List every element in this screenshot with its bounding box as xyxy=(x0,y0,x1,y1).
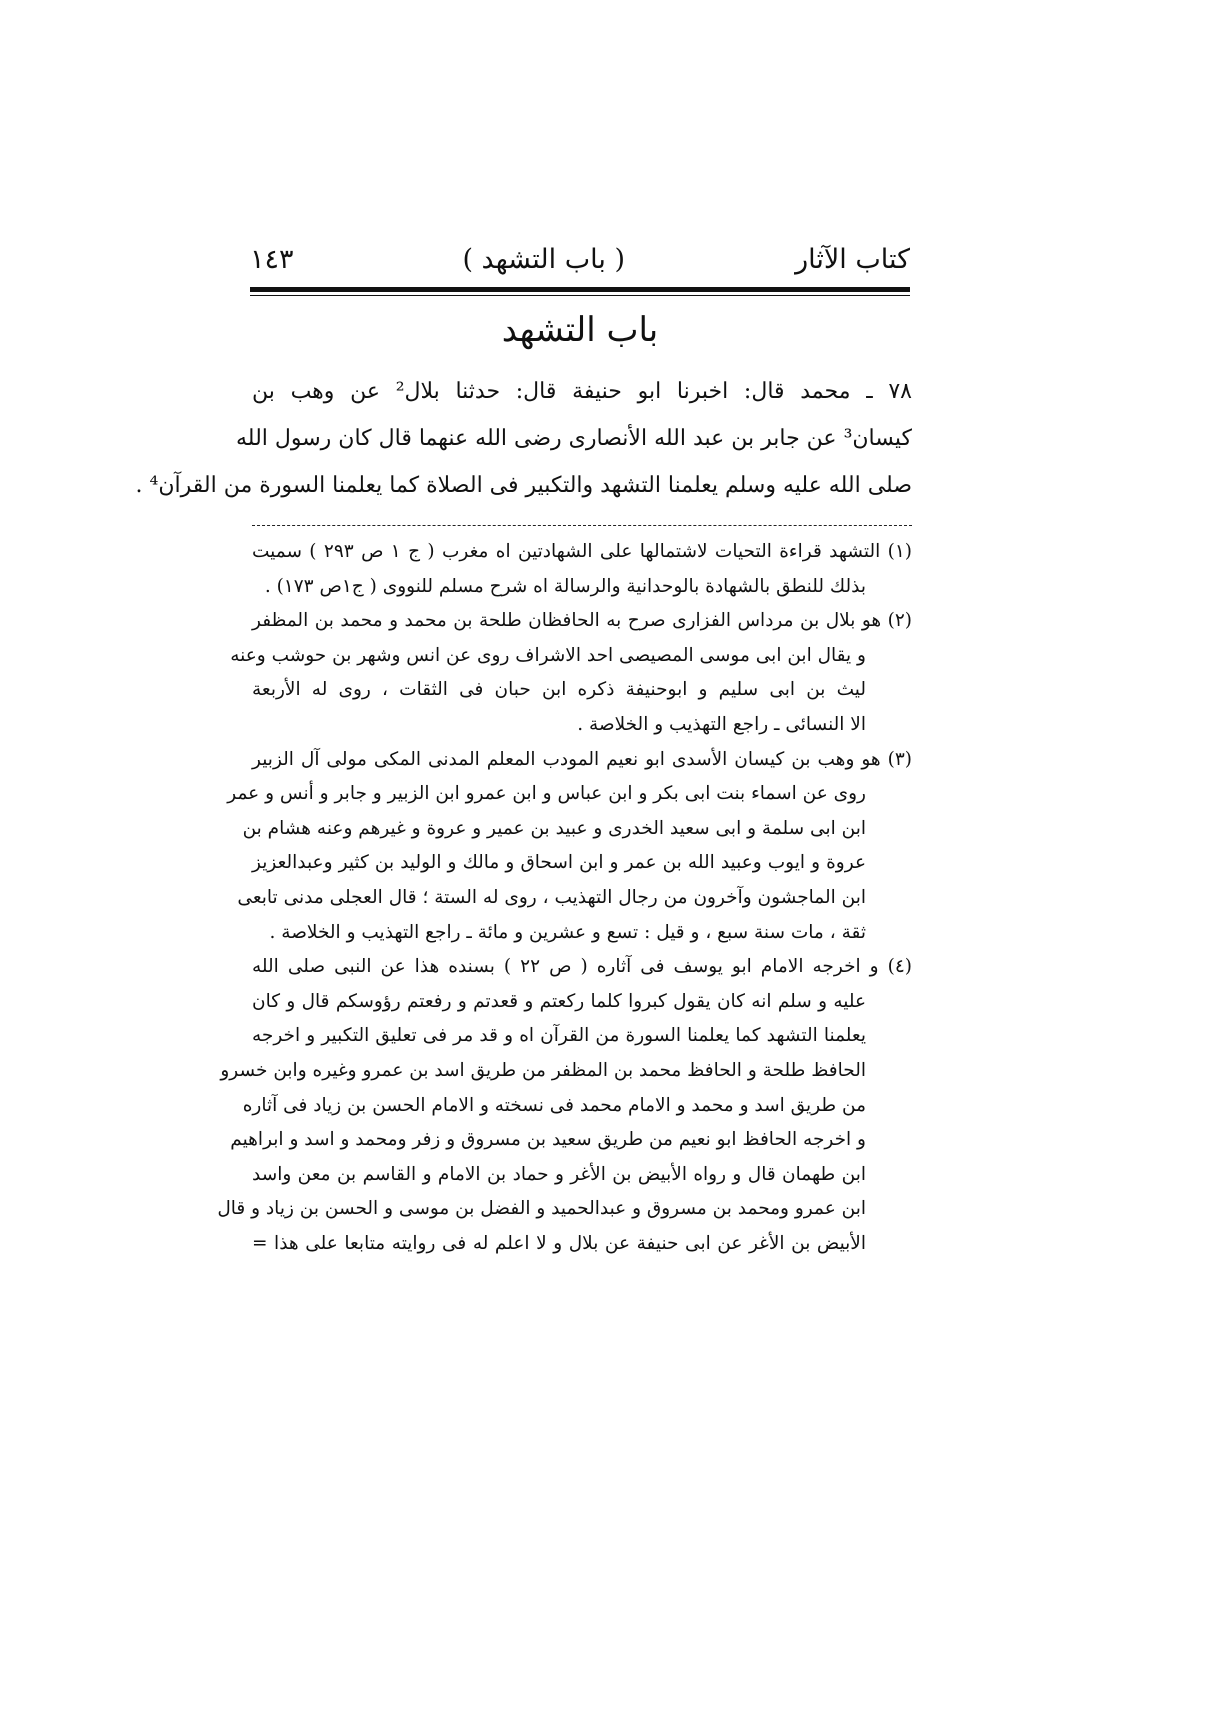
hadith-text xyxy=(135,368,912,509)
footnote-line: و اخرجه الحافظ ابو نعيم من طريق سعيد بن مسروق و زفر ومحمد و اسد و ابراهيم xyxy=(230,1129,866,1151)
footnote-line: الا النسائى ـ راجع التهذيب و الخلاصة . xyxy=(577,713,866,735)
footnote-line: الأبيض بن الأغر عن ابى حنيفة عن بلال و لا اعلم له فى روايته متابعا على هذا = xyxy=(252,1232,866,1254)
footnote-line: الحافظ طلحة و الحافظ محمد بن المظفر من طريق اسد بن عمرو وغيره وابن خسرو xyxy=(220,1059,866,1081)
hadith-line: ٧٨ ـ محمد قال: اخبرنا ابو حنيفة قال: حدثنا بلال² عن وهب بن xyxy=(252,379,912,404)
footnote-line: ابن عمرو ومحمد بن مسروق و عبدالحميد و الفضل بن موسى و الحسن بن زياد و قال xyxy=(217,1198,866,1220)
footnote-3 xyxy=(227,743,912,951)
footnote-line: ابن طهمان قال و رواه الأبيض بن الأغر و حماد بن الامام و القاسم بن معن واسد xyxy=(252,1163,866,1185)
footnote-line: (٣) هو وهب بن كيسان الأسدى ابو نعيم المودب المعلم المدنى المكى مولى آل الزبير xyxy=(252,748,912,770)
page-number: ١٤٣ xyxy=(250,244,294,275)
footnote-line: روى عن اسماء بنت ابى بكر و ابن عباس و ابن عمرو ابن الزبير و جابر و أنس و عمر xyxy=(227,783,866,805)
footnote-line: ابن ابى سلمة و ابى سعيد الخدرى و عبيد بن عمير و عروة و غيرهم وعنه هشام بن xyxy=(242,817,866,839)
footnote-line: ليث بن ابى سليم و ابوحنيفة ذكره ابن حبان فى الثقات ، روى له الأربعة xyxy=(252,679,866,701)
footnote-2 xyxy=(230,604,912,742)
footnote-4 xyxy=(217,950,912,1261)
footnote-separator xyxy=(252,525,912,526)
footnote-line: عليه و سلم انه كان يقول كبروا كلما ركعتم و قعدتم و رفعتم رؤوسكم قال و كان xyxy=(252,990,866,1012)
footnote-line: (٢) هو بلال بن مرداس الفزارى صرح به الحافظان طلحة بن محمد و محمد بن المظفر xyxy=(252,610,912,632)
footnotes xyxy=(217,535,912,1261)
header-rule-thin xyxy=(250,295,910,296)
running-header xyxy=(250,240,910,284)
book-title: كتاب الآثار xyxy=(795,244,910,275)
footnote-line: ابن الماجشون وآخرون من رجال التهذيب ، روى له الستة ؛ قال العجلى مدنى تابعى xyxy=(237,886,866,908)
footnote-1 xyxy=(252,535,912,604)
chapter-running-title: ( باب التشهد ) xyxy=(462,244,625,275)
hadith-line: صلى الله عليه وسلم يعلمنا التشهد والتكبير فى الصلاة كما يعلمنا السورة من القرآن⁴ . xyxy=(135,473,912,498)
hadith-line: كيسان³ عن جابر بن عبد الله الأنصارى رضى الله عنهما قال كان رسول الله xyxy=(236,426,912,451)
footnote-line: ثقة ، مات سنة سبع ، و قيل : تسع و عشرين و مائة ـ راجع التهذيب و الخلاصة . xyxy=(269,921,866,943)
footnote-line: (١) التشهد قراءة التحيات لاشتمالها على الشهادتين اه مغرب ( ج ١ ص ٢٩٣ ) سميت xyxy=(252,541,912,562)
footnote-line: و يقال ابن ابى موسى المصيصى احد الاشراف روى عن انس وشهر بن حوشب وعنه xyxy=(230,644,866,666)
footnote-line: بذلك للنطق بالشهادة بالوحدانية والرسالة اه شرح مسلم للنووى ( ج١ص ١٧٣) . xyxy=(264,575,866,597)
footnote-line: يعلمنا التشهد كما يعلمنا السورة من القرآن اه و قد مر فى تعليق التكبير و اخرجه xyxy=(252,1025,866,1047)
footnote-line: (٤) و اخرجه الامام ابو يوسف فى آثاره ( ص ٢٢ ) بسنده هذا عن النبى صلى الله xyxy=(252,956,912,978)
chapter-heading: باب التشهد xyxy=(501,310,659,350)
footnote-line: من طريق اسد و محمد و الامام محمد فى نسخته و الامام الحسن بن زياد فى آثاره xyxy=(242,1094,866,1116)
header-rule-thick xyxy=(250,287,910,292)
footnote-line: عروة و ايوب وعبيد الله بن عمر و ابن اسحاق و مالك و الوليد بن كثير وعبدالعزيز xyxy=(252,852,866,874)
